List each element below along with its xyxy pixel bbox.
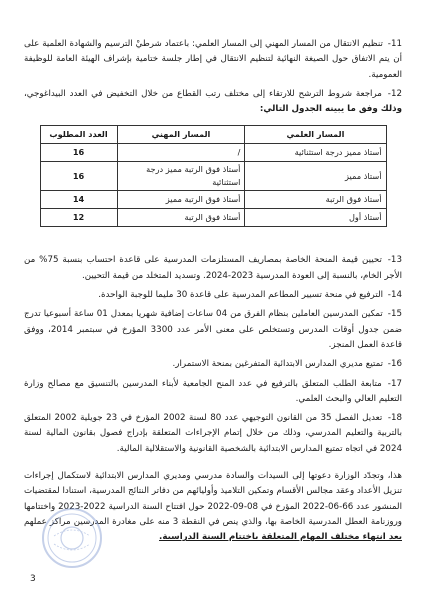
item-16 xyxy=(24,357,402,372)
table-header-row xyxy=(40,126,386,144)
item-15 xyxy=(24,307,402,353)
item-number: 12- xyxy=(387,88,402,99)
item-text: تحيين قيمة المنحة الخاصة بمصاريف المستلزمات المدرسية على قاعدة احتساب بنسبة 75% من الأجر الخام، بالنسبة إلى العودة المدرسية 2023-2024. وتسديد المتخلد من قيمة التحيين. xyxy=(24,255,402,281)
item-number: 14- xyxy=(387,290,402,301)
header-academic-track: المسار العلمي xyxy=(245,126,386,144)
cell-academic: أستاذ أول xyxy=(245,209,386,227)
cell-professional: أستاذ فوق الرتبة مميز xyxy=(117,191,245,209)
item-17 xyxy=(24,377,402,408)
cell-count: 16 xyxy=(40,162,117,191)
cell-count: 16 xyxy=(40,144,117,162)
item-number: 15- xyxy=(387,309,402,320)
closing-text: هذا، وتجدّد الوزارة دعوتها إلى السيدات والسادة مدرسي ومديري المدارس الابتدائية لاستكمال إجراءات تنزيل الأعداد وعقد مجالس الأقسام وتمكين التلاميذ وأوليائهم من دفاتر النتائج المدرسية، استنادا لمقتضيات المنشور عدد 66-06-2022 المؤرخ في 08-09-2022 حول افتتاح السنة الدراسية 2022-2023 واختتامها وروزنامة العطل المدرسية الخاصة بها، والذي ينص في النقطة 3 منه على مغادرة المدرسين مراكز عملهم xyxy=(24,471,402,527)
cell-professional: / xyxy=(117,144,245,162)
table-row xyxy=(40,162,386,191)
item-text: الترفيع في منحة تسيير المطاعم المدرسية على قاعدة 30 مليما للوجبة الواحدة. xyxy=(98,290,384,301)
table-row xyxy=(40,191,386,209)
promotion-table xyxy=(40,125,387,227)
item-text: تمتيع مديري المدارس الابتدائية المتفرغين بمنحة الاستمرار. xyxy=(172,359,384,370)
cell-academic: أستاذ فوق الرتبة xyxy=(245,191,386,209)
promotion-table-wrapper xyxy=(38,125,388,227)
cell-academic: أستاذ مميز درجة استثنائية xyxy=(245,144,386,162)
item-text: تمكين المدرسين العاملين بنظام الفرق من 04 ساعات إضافية شهريا بمعدل 01 ساعة أسبوعيا تدرج ضمن جدول أوقات المدرس وتستخلص على معنى الأمر عدد 3300 المؤرخ في سبتمبر 2014، ووفق قاعدة العمل المنجز. xyxy=(24,309,402,350)
header-required-count: العدد المطلوب xyxy=(40,126,117,144)
item-text: تعديل الفصل 35 من القانون التوجيهي عدد 80 لسنة 2002 المؤرخ في 23 جويلية 2002 المتعلق بالتربية والتعليم المدرسي، وذلك من خلال إتمام الإجراءات المتعلقة بإدراج فصول بقانون المالية لسنة 2024 في اتجاه تمتيع المدارس الابتدائية بالشخصية القانونية والاستقلالية المالية. xyxy=(24,413,402,454)
item-11 xyxy=(24,37,402,83)
item-18 xyxy=(24,411,402,457)
item-number: 16- xyxy=(387,359,402,370)
cell-count: 14 xyxy=(40,191,117,209)
cell-professional: أستاذ فوق الرتبة مميز درجة استثنائية xyxy=(117,162,245,191)
table-row xyxy=(40,144,386,162)
item-13 xyxy=(24,253,402,284)
cell-count: 12 xyxy=(40,209,117,227)
cell-professional: أستاذ فوق الرتبة xyxy=(117,209,245,227)
item-text: تنظيم الانتقال من المسار المهني إلى المسار العلمي: باعتماد شرطيْ الترسيم والشهادة العلمية على أن يتم الاتفاق حول الصيغة النهائية لتنظيم الانتقال في إطار جلسة ختامية بإشراف الهيئة العامة للوظيفة العمومية. xyxy=(24,39,402,80)
closing-paragraph xyxy=(24,469,402,545)
item-text: متابعة الطلب المتعلق بالترفيع في عدد المنح الجامعية لأبناء المدرسين بالتنسيق مع مصالح وزارة التعليم العالي والبحث العلمي. xyxy=(24,378,402,404)
item-number: 17- xyxy=(387,378,402,389)
cell-academic: أستاذ مميز xyxy=(245,162,386,191)
document-page xyxy=(24,37,402,550)
header-professional-track: المسار المهني xyxy=(117,126,245,144)
table-row xyxy=(40,209,386,227)
item-14 xyxy=(24,288,402,303)
item-12 xyxy=(24,87,402,118)
item-number: 18- xyxy=(387,413,403,424)
item-text-bold: وذلك وفق ما يبينه الجدول التالي: xyxy=(259,104,402,115)
item-number: 13- xyxy=(387,255,402,266)
item-number: 11- xyxy=(387,39,402,49)
page-number: 3 xyxy=(30,574,36,584)
closing-emphasis: بعد انتهاء مختلف المهام المتعلقة باختتام السنة الدراسية. xyxy=(159,532,402,543)
item-text: مراجعة شروط الترشح للارتقاء إلى مختلف رتب القطاع من خلال التخفيض في العدد البيداغوجي، xyxy=(24,88,382,99)
